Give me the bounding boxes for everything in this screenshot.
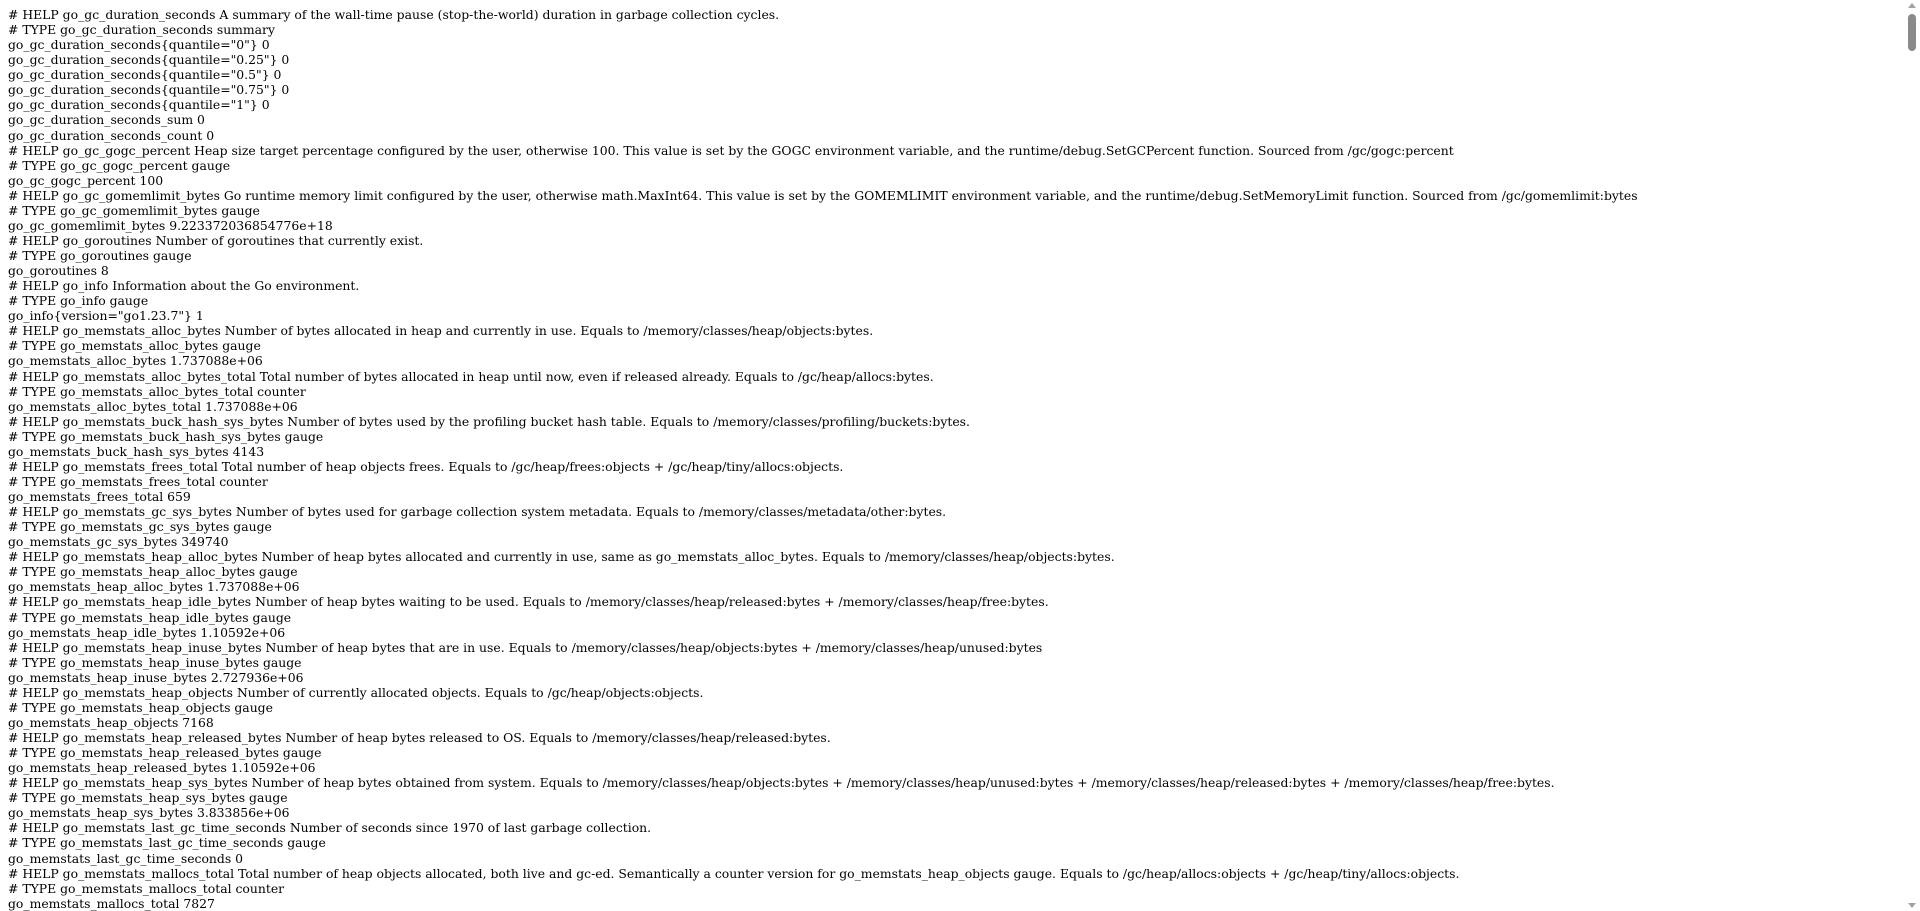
metric-text-line: go_gc_duration_seconds{quantile="0.25"} 0 [8, 52, 290, 68]
metric-text-line: # HELP go_memstats_frees_total Total number of heap objects frees. Equals to /gc/heap/frees:objects + /gc/heap/tiny/allocs:objects. [8, 458, 844, 474]
metric-text-line: # HELP go_memstats_last_gc_time_seconds Number of seconds since 1970 of last garbage collection. [8, 820, 652, 836]
metric-text-line: # HELP go_memstats_alloc_bytes Number of bytes allocated in heap and currently in use. Equals to /memory/classes/heap/objects:bytes. [8, 323, 874, 339]
metric-text-line: go_memstats_alloc_bytes_total 1.737088e+06 [8, 398, 298, 414]
metric-text-line: # HELP go_memstats_heap_sys_bytes Number of heap bytes obtained from system. Equals to /memory/classes/heap/objects:bytes + /memory/classes/heap/unused:bytes + /memory/classes/heap/released:bytes + /memory/classes/heap/free:bytes. [8, 775, 1555, 791]
metric-text-line: go_memstats_heap_released_bytes 1.10592e+06 [8, 760, 316, 776]
vertical-scrollbar[interactable] [1905, 0, 1920, 911]
metric-text-line: go_memstats_gc_sys_bytes 349740 [8, 534, 229, 550]
metric-text-line: # HELP go_gc_gogc_percent Heap size target percentage configured by the user, otherwise 100. This value is set by the GOGC environment variable, and the runtime/debug.SetGCPercent function. Sourced from /gc/gogc:percent [8, 142, 1454, 158]
metric-text-line: # HELP go_memstats_heap_objects Number of currently allocated objects. Equals to /gc/heap/objects:objects. [8, 684, 704, 700]
metric-text-line: # TYPE go_memstats_alloc_bytes gauge [8, 338, 261, 354]
metric-text-line: go_gc_duration_seconds_sum 0 [8, 112, 205, 128]
metric-text-line: # TYPE go_info gauge [8, 293, 149, 309]
metric-text-line: go_memstats_mallocs_total 7827 [8, 895, 215, 911]
metric-text-line: # HELP go_gc_gomemlimit_bytes Go runtime memory limit configured by the user, otherwise math.MaxInt64. This value is set by the GOMEMLIMIT environment variable, and the runtime/debug.SetMemoryLimit function. Sourced from /gc/gomemlimit:bytes [8, 187, 1638, 203]
metric-text-line: # HELP go_memstats_heap_inuse_bytes Number of heap bytes that are in use. Equals to /memory/classes/heap/objects:bytes + /memory/classes/heap/unused:bytes [8, 639, 1043, 655]
metric-text-line: go_memstats_heap_alloc_bytes 1.737088e+06 [8, 579, 300, 595]
metric-text-line: go_gc_duration_seconds{quantile="0.75"} 0 [8, 82, 290, 98]
scroll-up-arrow-icon[interactable] [1908, 3, 1916, 8]
metric-text-line: # HELP go_info Information about the Go environment. [8, 278, 360, 294]
metric-text-line: go_gc_gomemlimit_bytes 9.223372036854776e+18 [8, 217, 333, 233]
metric-text-line: # TYPE go_memstats_alloc_bytes_total counter [8, 383, 306, 399]
metric-text-line: go_info{version="go1.23.7"} 1 [8, 308, 204, 324]
metric-text-line: # HELP go_memstats_mallocs_total Total number of heap objects allocated, both live and gc-ed. Semantically a counter version for go_memstats_heap_objects gauge. Equals to /gc/heap/allocs:objects + /gc/heap/tiny/allocs:objects. [8, 865, 1460, 881]
metric-text-line: # TYPE go_memstats_heap_sys_bytes gauge [8, 790, 288, 806]
metric-text-line: go_goroutines 8 [8, 263, 109, 279]
metric-text-line: # HELP go_memstats_heap_alloc_bytes Number of heap bytes allocated and currently in use, same as go_memstats_alloc_bytes. Equals to /memory/classes/heap/objects:bytes. [8, 549, 1115, 565]
metric-text-line: # HELP go_goroutines Number of goroutines that currently exist. [8, 232, 424, 248]
metric-text-line: # HELP go_memstats_heap_released_bytes Number of heap bytes released to OS. Equals to /memory/classes/heap/released:bytes. [8, 730, 831, 745]
metric-text-line: go_memstats_buck_hash_sys_bytes 4143 [8, 443, 265, 459]
metric-text-line: # HELP go_memstats_alloc_bytes_total Total number of bytes allocated in heap until now, even if released already. Equals to /gc/heap/allocs:bytes. [8, 368, 934, 384]
metric-text-line: # TYPE go_gc_gogc_percent gauge [8, 157, 231, 173]
metric-text-line: go_gc_duration_seconds{quantile="0.5"} 0 [8, 67, 282, 83]
metric-text-line: # HELP go_memstats_heap_idle_bytes Number of heap bytes waiting to be used. Equals to /memory/classes/heap/released:bytes + /memory/classes/heap/free:bytes. [8, 594, 1049, 610]
metric-text-line: # TYPE go_memstats_heap_objects gauge [8, 699, 273, 715]
metric-text-line: # HELP go_memstats_gc_sys_bytes Number of bytes used for garbage collection system metadata. Equals to /memory/classes/metadata/other:bytes. [8, 504, 947, 520]
metric-text-line: # TYPE go_memstats_heap_inuse_bytes gauge [8, 654, 302, 670]
metric-text-line: go_memstats_heap_objects 7168 [8, 714, 214, 730]
metric-text-line: go_gc_gogc_percent 100 [8, 172, 164, 188]
metric-text-line: go_memstats_last_gc_time_seconds 0 [8, 850, 244, 866]
metric-text-line: go_gc_duration_seconds{quantile="1"} 0 [8, 97, 270, 113]
metric-text-line: # HELP go_memstats_buck_hash_sys_bytes Number of bytes used by the profiling bucket hash table. Equals to /memory/classes/profiling/buckets:bytes. [8, 413, 970, 429]
metric-text-line: # TYPE go_memstats_gc_sys_bytes gauge [8, 519, 272, 535]
metric-text-line: go_gc_duration_seconds_count 0 [8, 127, 215, 143]
metric-text-line: # TYPE go_memstats_mallocs_total counter [8, 880, 285, 896]
metric-text-line: # TYPE go_goroutines gauge [8, 248, 192, 263]
metric-text-line: go_memstats_alloc_bytes 1.737088e+06 [8, 353, 263, 369]
metric-text-line: go_memstats_heap_inuse_bytes 2.727936e+06 [8, 669, 304, 685]
metric-text-line: go_memstats_heap_idle_bytes 1.10592e+06 [8, 624, 286, 640]
metric-text-line: # TYPE go_gc_gomemlimit_bytes gauge [8, 202, 260, 218]
metric-text-line: # TYPE go_memstats_last_gc_time_seconds gauge [8, 835, 326, 851]
metric-text-line: # TYPE go_memstats_buck_hash_sys_bytes gauge [8, 428, 324, 444]
metric-text-line: # TYPE go_memstats_frees_total counter [8, 473, 268, 489]
metric-text-line: go_memstats_frees_total 659 [8, 489, 191, 504]
metric-text-line: # TYPE go_memstats_heap_alloc_bytes gauge [8, 564, 298, 580]
metric-text-line: go_gc_duration_seconds{quantile="0"} 0 [8, 37, 270, 53]
metric-text-line: # TYPE go_memstats_heap_idle_bytes gauge [8, 609, 292, 625]
scrollbar-thumb[interactable] [1908, 14, 1916, 51]
metric-text-line: # TYPE go_gc_duration_seconds summary [8, 22, 275, 38]
metric-text-line: go_memstats_heap_sys_bytes 3.833856e+06 [8, 805, 290, 821]
metric-text-line: # HELP go_gc_duration_seconds A summary of the wall-time pause (stop-the-world) duration in garbage collection cycles. [8, 7, 780, 22]
metric-text-line: # TYPE go_memstats_heap_released_bytes gauge [8, 745, 322, 761]
scroll-down-arrow-icon[interactable] [1908, 903, 1916, 908]
